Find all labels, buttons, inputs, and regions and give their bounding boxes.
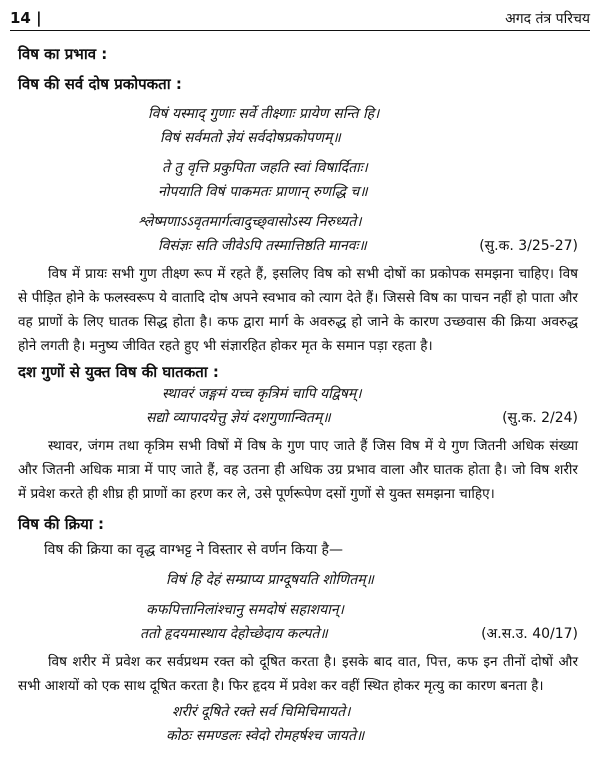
section-heading: दश गुणों से युक्त विष की घातकता : xyxy=(18,363,219,381)
page-header xyxy=(10,8,590,31)
verse-line: विसंज्ञः सति जीवेऽपि तस्मात्तिष्ठति मानवः॥ xyxy=(158,238,367,254)
page-number-separator: | xyxy=(36,9,42,27)
verse-line: विषं यस्माद् गुणाः सर्वे तीक्ष्णाः प्रायेण सन्ति हि। xyxy=(148,106,380,122)
section-heading: विष का प्रभाव : xyxy=(18,45,108,63)
verse-line: कोठः समण्डलः स्वेदो रोमहर्षश्च जायते॥ xyxy=(166,728,365,744)
verse-reference: (सु.क. 3/25-27) xyxy=(479,238,578,254)
section-heading: विष की क्रिया : xyxy=(18,515,104,533)
page-number xyxy=(10,9,42,27)
verse-line: ततो हृदयमास्थाय देहोच्छेदाय कल्पते॥ xyxy=(140,626,328,642)
verse-line: नोपयाति विषं पाकमतः प्राणान् रुणद्धि च॥ xyxy=(158,184,368,200)
paragraph: विष शरीर में प्रवेश कर सर्वप्रथम रक्त को दूषित करता है। इसके बाद वात, पित्त, कफ इन तीनों दोषों और सभी आशयों को एक साथ दूषित करता है। फिर हृदय में प्रवेश कर वहीं स्थित होकर मृत्यु का कारण बनता है। xyxy=(18,654,578,694)
verse-line: ते तु वृत्ति प्रकुपिता जहति स्वां विषार्दिताः। xyxy=(162,160,368,176)
verse-reference: (सु.क. 2/24) xyxy=(502,410,578,426)
intro-line: विष की क्रिया का वृद्ध वाग्भट्ट ने विस्तार से वर्णन किया है— xyxy=(44,542,343,558)
verse-line: कफपित्तानिलांश्चानु समदोषं सहाशयान्। xyxy=(146,602,344,618)
verse-line: विषं सर्वमतो ज्ञेयं सर्वदोषप्रकोपणम्॥ xyxy=(160,130,341,146)
verse-line: विषं हि देहं सम्प्राप्य प्राग्दूषयति शोणितम्॥ xyxy=(166,572,374,588)
verse-line: स्थावरं जङ्गमं यच्च कृत्रिमं चापि यद्विषम्। xyxy=(162,386,362,402)
paragraph: स्थावर, जंगम तथा कृत्रिम सभी विषों में विष के गुण पाए जाते हैं जिस विष में ये गुण जितनी अधिक संख्या और जितनी अधिक मात्रा में पाए जाते हैं, वह उतना ही अधिक उग्र प्रभाव वाला और घातक होता है। जो विष शरीर में प्रवेश करते ही शीघ्र ही प्राणों का हरण कर ले, उसे पूर्णरूपेण दसों गुणों से युक्त समझना चाहिए। xyxy=(18,438,578,502)
paragraph: विष में प्रायः सभी गुण तीक्ष्ण रूप में रहते हैं, इसलिए विष को सभी दोषों का प्रकोपक समझना चाहिए। विष से पीड़ित होने के फलस्वरूप ये वातादि दोष अपने स्वभाव को त्याग देते हैं। जिससे विष का पाचन नहीं हो पाता और वह प्राणों के लिए घातक सिद्ध होता है। कफ द्वारा मार्ग के अवरुद्ध हो जाने के कारण उच्छवास की क्रिया अवरुद्ध होने लगती है। मनुष्य जीवित रहते हुए भी संज्ञारहित होकर मृत के समान पड़ा रहता है। xyxy=(18,266,578,354)
page-number-value: 14 xyxy=(10,9,31,27)
section-subheading: विष की सर्व दोष प्रकोपकता : xyxy=(18,75,182,93)
verse-line: श्लेष्मणाऽऽवृतमार्गत्वादुच्छ्‌वासोऽस्य निरुध्यते। xyxy=(138,214,362,230)
running-title: अगद तंत्र परिचय xyxy=(505,11,590,27)
verse-reference: (अ.स.उ. 40/17) xyxy=(481,626,578,642)
verse-line: शरीरं दूषिते रक्ते सर्व चिमिचिमायते। xyxy=(172,704,351,720)
verse-line: सद्यो व्यापादयेत्तु ज्ञेयं दशगुणान्वितम्॥ xyxy=(146,410,331,426)
